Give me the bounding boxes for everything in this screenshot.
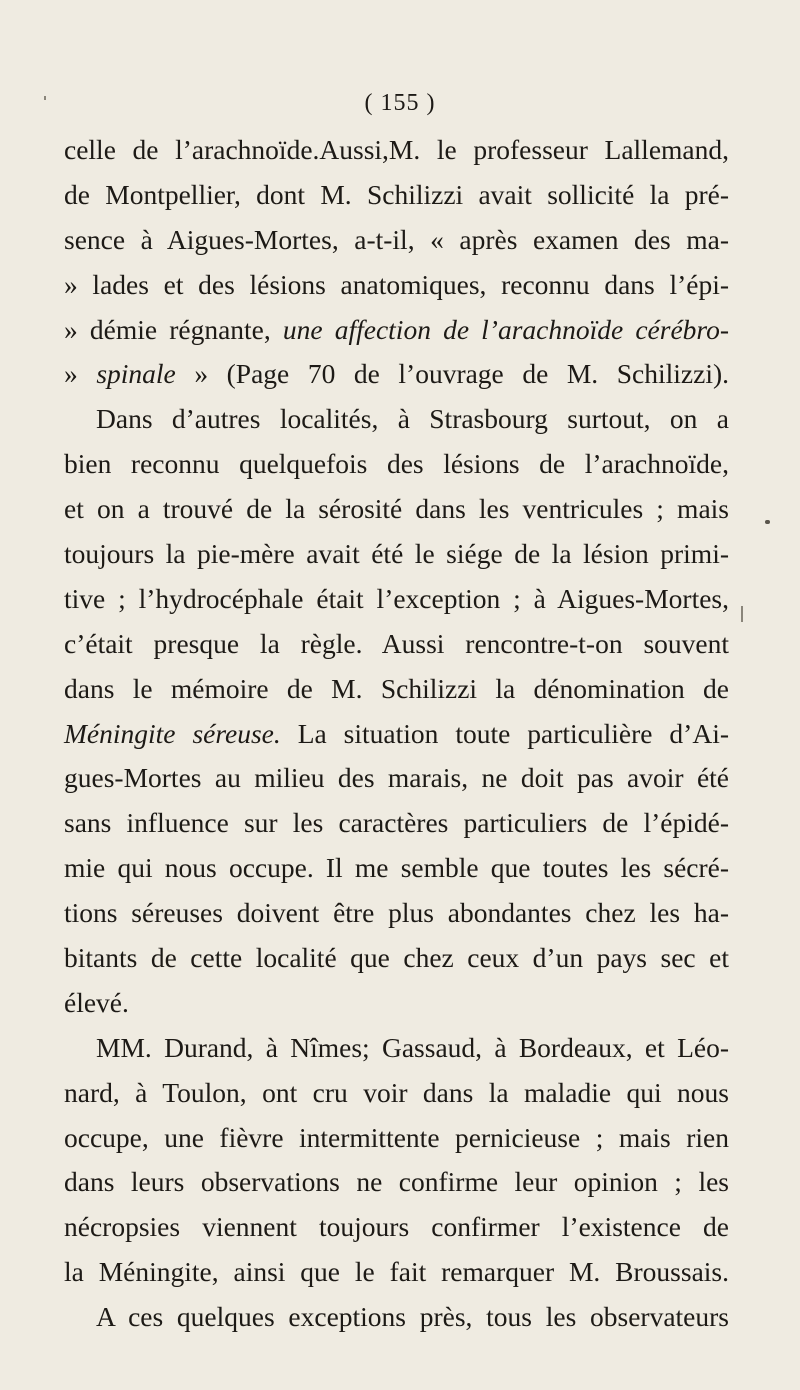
text-line: tive ; l’hydrocéphale était l’exception ; à Aigues-Mortes, — [64, 582, 729, 614]
text-line: tions séreuses doivent être plus abondantes chez les ha- — [64, 897, 729, 929]
text-line: c’était presque la règle. Aussi rencontre-t-on souvent — [64, 627, 729, 659]
text-segment: La situation toute particulière d’Ai- — [280, 717, 729, 749]
paragraph-start-line: MM. Durand, à Nîmes; Gassaud, à Bordeaux, et Léo- — [96, 1031, 729, 1063]
text-line: nécropsies viennent toujours confirmer l’existence de — [64, 1211, 729, 1243]
text-line: bitants de cette localité que chez ceux d’un pays sec et — [64, 942, 729, 974]
ink-speck — [765, 520, 770, 524]
text-line: sans influence sur les caractères particuliers de l’épidé- — [64, 807, 729, 839]
italic-text: spinale — [96, 358, 176, 390]
text-line: mie qui nous occupe. Il me semble que toutes les sécré- — [64, 852, 729, 884]
text-line — [64, 712, 729, 757]
text-line: dans le mémoire de M. Schilizzi la dénomination de — [64, 672, 729, 704]
ink-speck — [741, 606, 743, 622]
text-line: bien reconnu quelquefois des lésions de l’arachnoïde, — [64, 448, 729, 480]
text-line: la Méningite, ainsi que le fait remarquer M. Broussais. — [64, 1256, 729, 1288]
text-segment: » (Page 70 de l’ouvrage de M. Schilizzi). — [175, 358, 729, 390]
text-line: occupe, une fièvre intermittente pernicieuse ; mais rien — [64, 1121, 729, 1153]
text-line: gues-Mortes au milieu des marais, ne doit pas avoir été — [64, 762, 729, 794]
text-line: toujours la pie-mère avait été le siége de la lésion primi- — [64, 538, 729, 570]
paragraph-start-line: A ces quelques exceptions près, tous les observateurs — [96, 1301, 729, 1333]
italic-text: Méningite séreuse. — [64, 717, 281, 749]
text-line: » lades et des lésions anatomiques, reconnu dans l’épi- — [64, 268, 729, 300]
text-segment: » — [64, 358, 97, 390]
ink-speck — [44, 96, 46, 100]
text-line — [64, 352, 729, 397]
paragraph-start-line: Dans d’autres localités, à Strasbourg surtout, on a — [96, 403, 729, 435]
text-line: dans leurs observations ne confirme leur opinion ; les — [64, 1166, 729, 1198]
text-line: de Montpellier, dont M. Schilizzi avait sollicité la pré- — [64, 178, 729, 210]
italic-text: une affection de l’arachnoïde cérébro- — [270, 313, 729, 345]
paragraph-end-line: élevé. — [64, 986, 129, 1018]
page-number: ( 155 ) — [364, 90, 436, 116]
text-segment: » démie régnante, — [64, 313, 271, 345]
text-line: sence à Aigues-Mortes, a-t-il, « après examen des ma- — [64, 223, 729, 255]
text-line: celle de l’arachnoïde.Aussi,M. le professeur Lallemand, — [64, 134, 729, 165]
text-line — [64, 308, 729, 353]
text-line: et on a trouvé de la sérosité dans les ventricules ; mais — [64, 493, 729, 525]
text-line: nard, à Toulon, ont cru voir dans la maladie qui nous — [64, 1076, 729, 1108]
body-text — [64, 128, 729, 1340]
